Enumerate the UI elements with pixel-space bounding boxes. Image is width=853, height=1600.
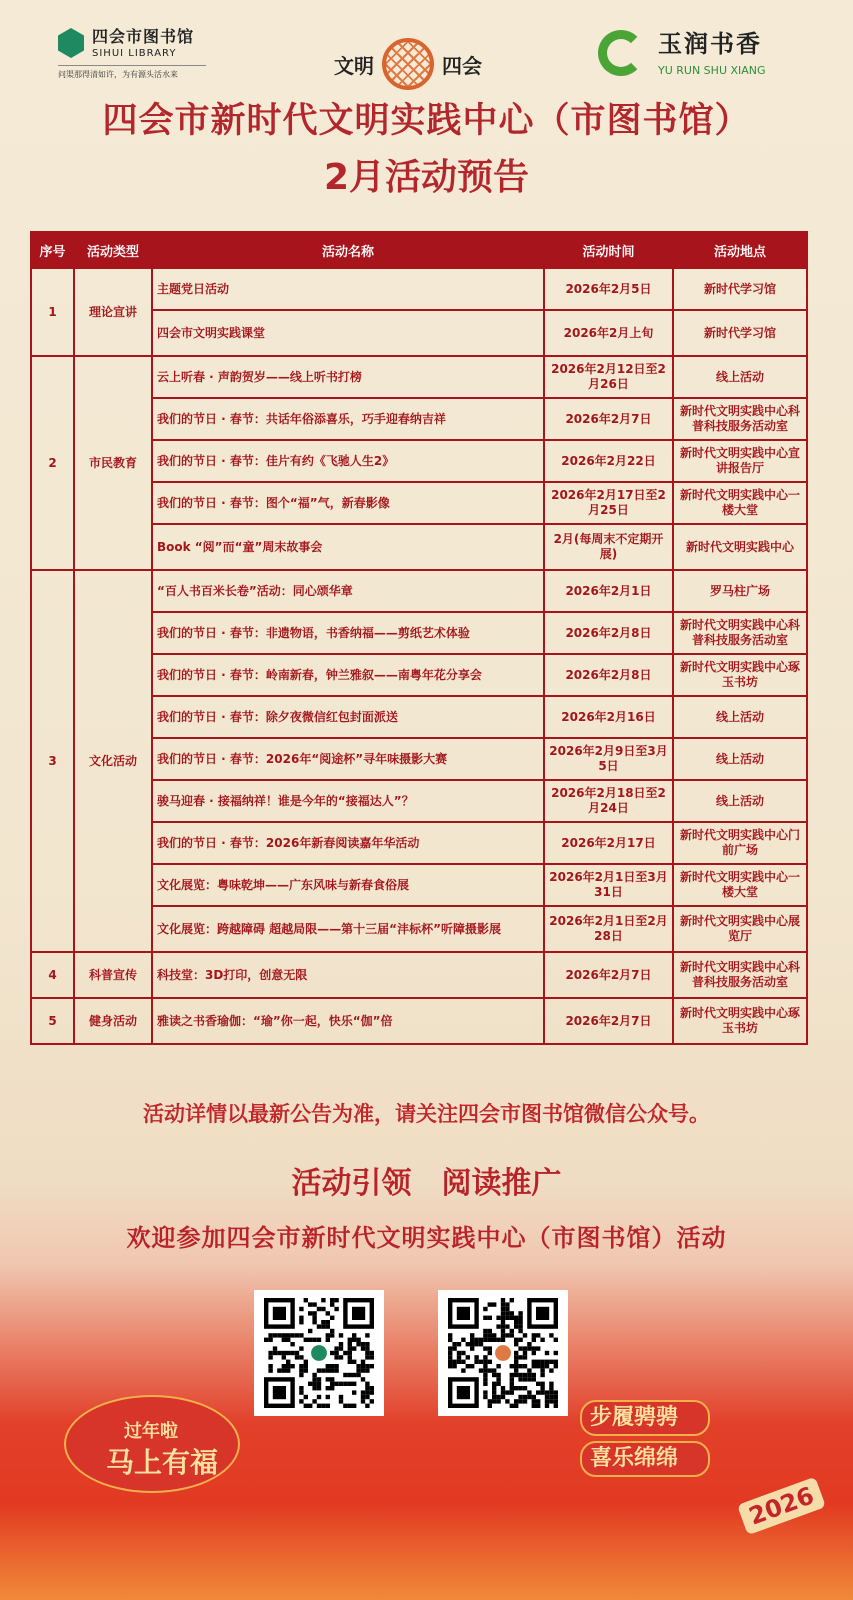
activity-time: 2026年2月8日 — [544, 654, 673, 696]
activity-name: 我们的节日 · 春节：图个“福”气，新春影像 — [152, 482, 544, 524]
new-year-badge-left — [64, 1395, 240, 1493]
activity-location: 新时代文明实践中心琢玉书坊 — [673, 998, 807, 1044]
activity-time: 2026年2月9日至3月5日 — [544, 738, 673, 780]
civil-right-text: 四会 — [442, 53, 482, 78]
activity-name: 我们的节日 · 春节：非遗物语，书香纳福——剪纸艺术体验 — [152, 612, 544, 654]
activity-location: 新时代文明实践中心一楼大堂 — [673, 482, 807, 524]
activity-location: 新时代学习馆 — [673, 268, 807, 310]
welcome-text: 欢迎参加四会市新时代文明实践中心（市图书馆）活动 — [126, 1224, 727, 1252]
activity-time: 2026年2月7日 — [544, 952, 673, 998]
library-name-cn: 四会市图书馆 — [92, 27, 195, 46]
activity-time: 2026年2月7日 — [544, 398, 673, 440]
activity-time: 2026年2月1日 — [544, 570, 673, 612]
table-row — [31, 268, 807, 310]
group-number: 2 — [31, 356, 74, 570]
library-emblem-icon — [58, 28, 84, 58]
activity-name: “百人书百米长卷”活动：同心颂华章 — [152, 570, 544, 612]
activity-location: 新时代文明实践中心科普科技服务活动室 — [673, 952, 807, 998]
activity-name: 文化展览：粤味乾坤——广东风味与新春食俗展 — [152, 864, 544, 906]
activity-time: 2026年2月1日至3月31日 — [544, 864, 673, 906]
activity-location: 新时代文明实践中心科普科技服务活动室 — [673, 612, 807, 654]
group-number: 5 — [31, 998, 74, 1044]
logo-divider — [58, 65, 206, 66]
activity-time: 2026年2月8日 — [544, 612, 673, 654]
group-number: 1 — [31, 268, 74, 356]
activity-type: 文化活动 — [74, 570, 152, 952]
activity-name: 我们的节日 · 春节：2026年新春阅读嘉年华活动 — [152, 822, 544, 864]
activity-location: 新时代文明实践中心科普科技服务活动室 — [673, 398, 807, 440]
activity-type: 健身活动 — [74, 998, 152, 1044]
activity-location: 罗马柱广场 — [673, 570, 807, 612]
activity-name: 我们的节日 · 春节：共话年俗添喜乐，巧手迎春纳吉祥 — [152, 398, 544, 440]
activity-location: 新时代文明实践中心展览厅 — [673, 906, 807, 952]
activity-name: 骏马迎春 · 接福纳祥！谁是今年的“接福达人”？ — [152, 780, 544, 822]
activity-table — [30, 231, 808, 1045]
activity-time: 2026年2月1日至2月28日 — [544, 906, 673, 952]
badge-left-line2: 马上有福 — [106, 1446, 219, 1479]
activity-location: 新时代文明实践中心一楼大堂 — [673, 864, 807, 906]
new-year-badge-right — [580, 1400, 710, 1482]
activity-time: 2026年2月22日 — [544, 440, 673, 482]
activity-type: 科普宣传 — [74, 952, 152, 998]
brand-ring-icon — [598, 30, 644, 76]
activity-time: 2026年2月12日至2月26日 — [544, 356, 673, 398]
activity-time: 2026年2月7日 — [544, 998, 673, 1044]
activity-time: 2026年2月18日至2月24日 — [544, 780, 673, 822]
group-number: 4 — [31, 952, 74, 998]
activity-name: 我们的节日 · 春节：佳片有约《飞驰人生2》 — [152, 440, 544, 482]
brand-name-en: YU RUN SHU XIANG — [658, 64, 766, 77]
page-title: 四会市新时代文明实践中心（市图书馆） — [102, 101, 751, 141]
activity-name: 雅读之书香瑜伽：“瑜”你一起，快乐“伽”倍 — [152, 998, 544, 1044]
activity-name: 主题党日活动 — [152, 268, 544, 310]
brand-name-cn: 玉润书香 — [658, 29, 762, 58]
activity-location: 新时代文明实践中心门前广场 — [673, 822, 807, 864]
badge-left-line1: 过年啦 — [124, 1421, 178, 1442]
slogan-text: 活动引领 阅读推广 — [291, 1166, 562, 1201]
activity-name: 我们的节日 · 春节：2026年“阅途杯”寻年味摄影大赛 — [152, 738, 544, 780]
activity-location: 线上活动 — [673, 738, 807, 780]
column-header: 活动时间 — [544, 232, 673, 268]
library-motto: 问渠那得清如许，为有源头活水来 — [58, 70, 178, 79]
activity-name: 四会市文明实践课堂 — [152, 310, 544, 356]
qr-code-civilization — [438, 1290, 568, 1416]
activity-location: 线上活动 — [673, 696, 807, 738]
activity-name: 文化展览：跨越障碍 超越局限——第十三届“沣标杯”听障摄影展 — [152, 906, 544, 952]
activity-location: 新时代文明实践中心 — [673, 524, 807, 570]
year-scroll: 2026 — [737, 1477, 826, 1535]
table-row — [31, 952, 807, 998]
activity-time: 2月(每周末不定期开展) — [544, 524, 673, 570]
badge-right-line2: 喜乐绵绵 — [580, 1441, 710, 1477]
activity-location: 线上活动 — [673, 780, 807, 822]
activity-location: 线上活动 — [673, 356, 807, 398]
activity-name: 我们的节日 · 春节：除夕夜微信红包封面派送 — [152, 696, 544, 738]
activity-time: 2026年2月上旬 — [544, 310, 673, 356]
table-row — [31, 998, 807, 1044]
column-header: 活动名称 — [152, 232, 544, 268]
library-name-en: SIHUI LIBRARY — [92, 48, 177, 59]
activity-name: 我们的节日 · 春节：岭南新春，钟兰雅叙——南粤年花分享会 — [152, 654, 544, 696]
group-number: 3 — [31, 570, 74, 952]
table-row — [31, 570, 807, 612]
civil-left-text: 文明 — [334, 53, 374, 78]
page-subtitle: 2月活动预告 — [323, 157, 530, 198]
activity-name: Book “阅”而“童”周末故事会 — [152, 524, 544, 570]
activity-time: 2026年2月16日 — [544, 696, 673, 738]
civilization-logo — [334, 38, 482, 90]
activity-time: 2026年2月17日至2月25日 — [544, 482, 673, 524]
column-header: 活动类型 — [74, 232, 152, 268]
qr-code-library — [254, 1290, 384, 1416]
table-header-row — [31, 232, 807, 268]
activity-time: 2026年2月5日 — [544, 268, 673, 310]
activity-name: 科技堂：3D打印，创意无限 — [152, 952, 544, 998]
activity-time: 2026年2月17日 — [544, 822, 673, 864]
badge-right-line1: 步履骋骋 — [580, 1400, 710, 1436]
activity-location: 新时代学习馆 — [673, 310, 807, 356]
activity-type: 理论宣讲 — [74, 268, 152, 356]
column-header: 序号 — [31, 232, 74, 268]
notice-text: 活动详情以最新公告为准，请关注四会市图书馆微信公众号。 — [143, 1102, 710, 1126]
activity-type: 市民教育 — [74, 356, 152, 570]
activity-location: 新时代文明实践中心宣讲报告厅 — [673, 440, 807, 482]
activity-location: 新时代文明实践中心琢玉书坊 — [673, 654, 807, 696]
activity-name: 云上听春 · 声韵贺岁——线上听书打榜 — [152, 356, 544, 398]
column-header: 活动地点 — [673, 232, 807, 268]
civilization-seal-icon — [382, 38, 434, 90]
table-row — [31, 356, 807, 398]
